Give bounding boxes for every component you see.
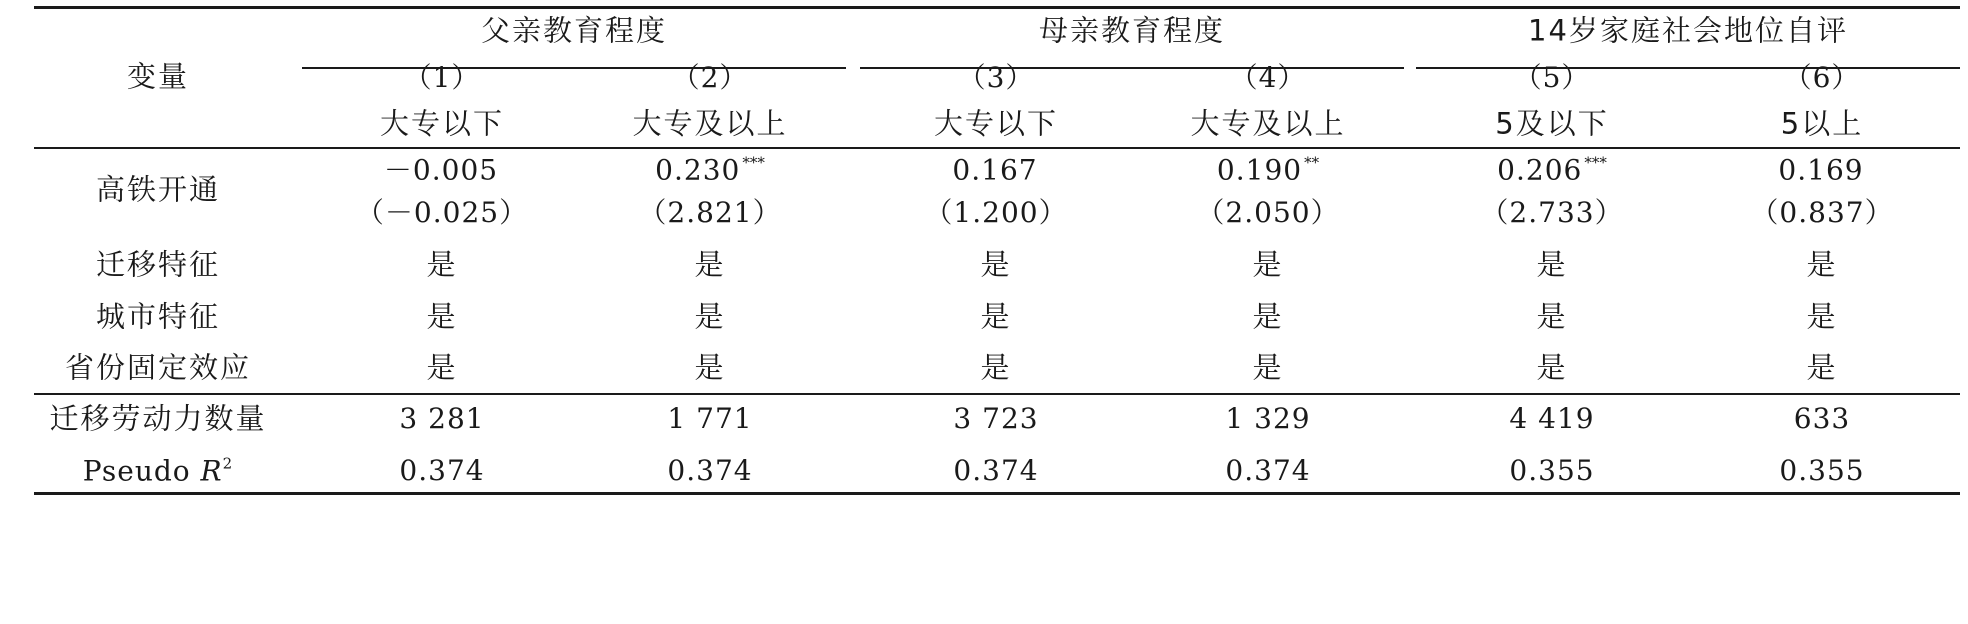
- pseudo-label-text: Pseudo: [82, 454, 201, 488]
- coef-2: [655, 153, 765, 187]
- significance-stars: **: [1304, 153, 1320, 172]
- control-yes: 是: [1536, 247, 1568, 282]
- r-symbol: R: [200, 454, 223, 488]
- pseudo-r2-value: 0.355: [1509, 454, 1595, 487]
- column-number-4: （4）: [1229, 61, 1307, 94]
- group-header-mother: 母亲教育程度: [1038, 13, 1226, 48]
- stub-header: 变量: [126, 59, 190, 94]
- control-yes: 是: [1252, 350, 1284, 385]
- control-yes: 是: [980, 350, 1012, 385]
- tstat-3: （1.200）: [924, 196, 1068, 229]
- group-underline-status: [1416, 67, 1960, 69]
- coef-value: －0.005: [383, 153, 499, 187]
- row-label-migration-controls: 迁移特征: [95, 247, 221, 282]
- pseudo-r2-value: 0.374: [667, 454, 753, 487]
- pseudo-r2-value: 0.355: [1779, 454, 1865, 487]
- column-number-6: （6）: [1783, 61, 1861, 94]
- coef-5: [1497, 153, 1607, 187]
- control-yes: 是: [1806, 299, 1838, 334]
- r-squared-exponent: 2: [222, 454, 234, 473]
- pseudo-r2-value: 0.374: [953, 454, 1039, 487]
- observations-value: 633: [1793, 402, 1851, 435]
- observations-value: 1 329: [1225, 402, 1311, 435]
- significance-stars: ***: [1584, 153, 1607, 172]
- coef-value: 0.169: [1778, 153, 1864, 187]
- column-label-3: 大专以下: [933, 106, 1059, 141]
- control-yes: 是: [694, 247, 726, 282]
- control-yes: 是: [1252, 247, 1284, 282]
- column-number-5: （5）: [1513, 61, 1591, 94]
- row-label-observations: 迁移劳动力数量: [49, 401, 267, 436]
- controls-rule: [34, 393, 1960, 395]
- observations-value: 3 723: [953, 402, 1039, 435]
- coef-value: 0.230: [655, 153, 741, 187]
- control-yes: 是: [1806, 247, 1838, 282]
- tstat-1: （－0.025）: [355, 196, 529, 229]
- observations-value: 3 281: [399, 402, 485, 435]
- row-label-province-fe: 省份固定效应: [64, 350, 252, 385]
- group-underline-mother: [860, 67, 1404, 69]
- control-yes: 是: [426, 247, 458, 282]
- column-number-1: （1）: [403, 61, 481, 94]
- coef-4: [1216, 153, 1320, 187]
- coef-value: 0.206: [1497, 153, 1583, 187]
- group-underline-father: [302, 67, 846, 69]
- coef-3: [952, 153, 1039, 187]
- row-label-pseudo-r2: [82, 454, 234, 488]
- column-number-2: （2）: [671, 61, 749, 94]
- control-yes: 是: [426, 350, 458, 385]
- row-label-hsr: 高铁开通: [95, 172, 221, 207]
- observations-value: 1 771: [667, 402, 753, 435]
- control-yes: 是: [1536, 299, 1568, 334]
- coef-1: [383, 153, 500, 187]
- control-yes: 是: [980, 247, 1012, 282]
- significance-stars: ***: [742, 153, 765, 172]
- control-yes: 是: [1252, 299, 1284, 334]
- pseudo-r2-value: 0.374: [1225, 454, 1311, 487]
- tstat-6: （0.837）: [1750, 196, 1894, 229]
- tstat-2: （2.821）: [638, 196, 782, 229]
- coef-6: [1778, 153, 1865, 187]
- tstat-5: （2.733）: [1480, 196, 1624, 229]
- control-yes: 是: [694, 350, 726, 385]
- row-label-city-controls: 城市特征: [95, 299, 221, 334]
- column-label-1: 大专以下: [379, 106, 505, 141]
- coef-value: 0.167: [952, 153, 1038, 187]
- group-header-status: 14岁家庭社会地位自评: [1528, 13, 1848, 48]
- header-rule: [34, 147, 1960, 149]
- control-yes: 是: [694, 299, 726, 334]
- column-label-6: 5以上: [1780, 106, 1864, 141]
- control-yes: 是: [980, 299, 1012, 334]
- pseudo-r2-value: 0.374: [399, 454, 485, 487]
- column-label-2: 大专及以上: [632, 106, 788, 141]
- tstat-4: （2.050）: [1196, 196, 1340, 229]
- column-label-4: 大专及以上: [1190, 106, 1346, 141]
- top-rule: [34, 6, 1960, 9]
- group-header-father: 父亲教育程度: [480, 13, 668, 48]
- column-number-3: （3）: [957, 61, 1035, 94]
- observations-value: 4 419: [1509, 402, 1595, 435]
- control-yes: 是: [1536, 350, 1568, 385]
- column-label-5: 5及以下: [1495, 106, 1609, 141]
- control-yes: 是: [1806, 350, 1838, 385]
- control-yes: 是: [426, 299, 458, 334]
- bottom-rule: [34, 492, 1960, 495]
- coef-value: 0.190: [1216, 153, 1303, 187]
